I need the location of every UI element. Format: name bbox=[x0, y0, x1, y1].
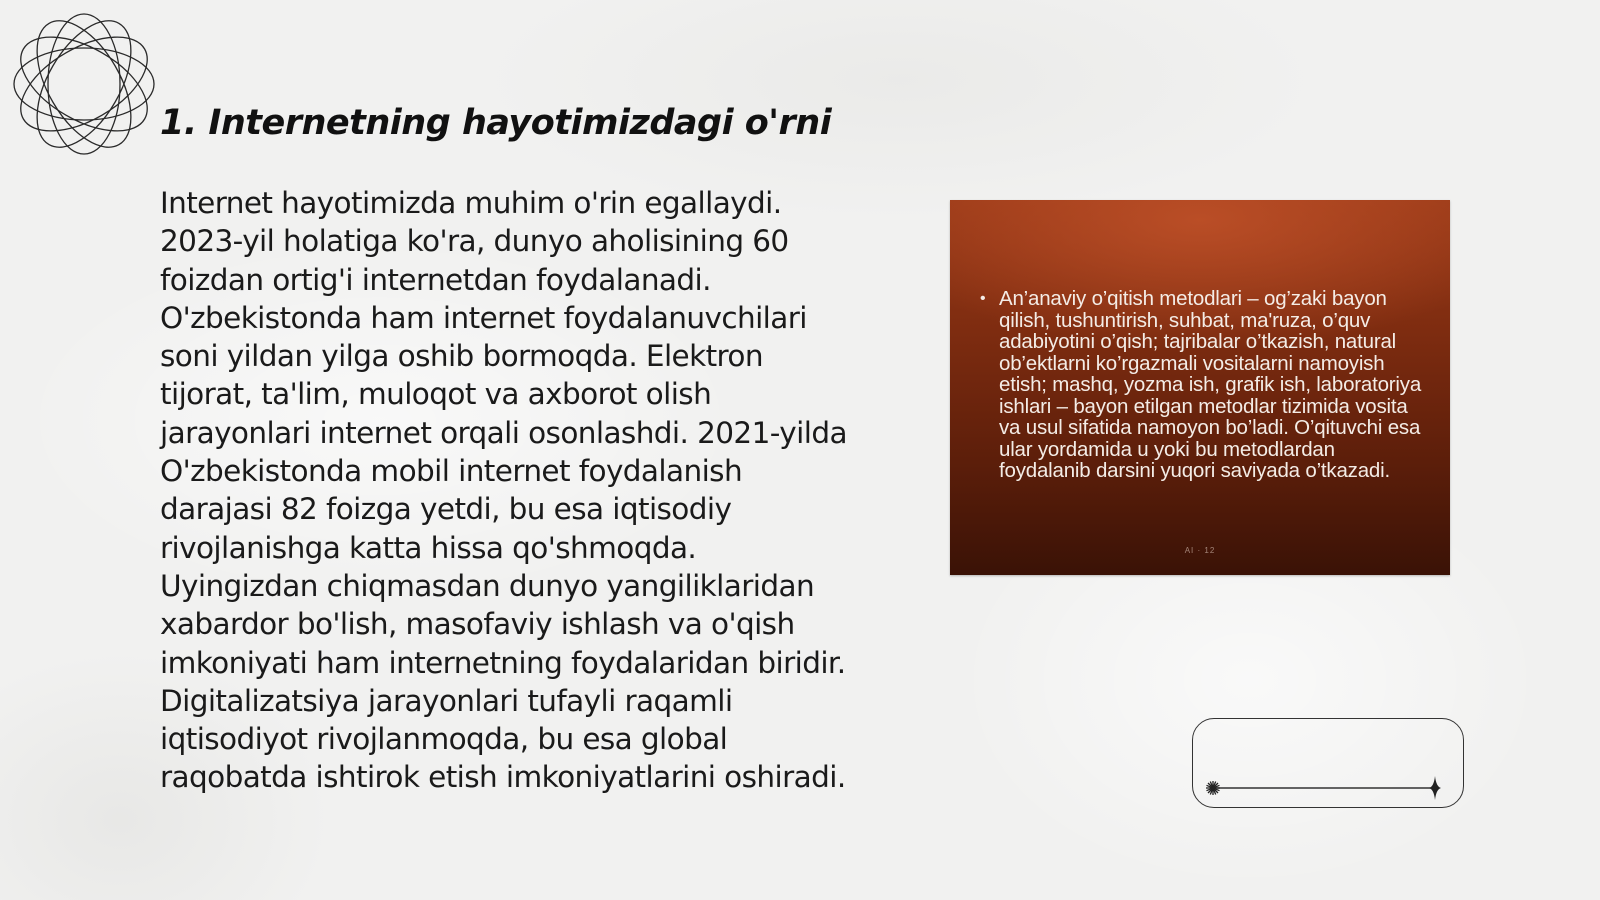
slide-body-text: Internet hayotimizda muhim o'rin egallaydi. 2023-yil holatiga ko'ra, dunyo aholisining 60 foizdan ortig'i internetdan foydalanadi. O'zbekistonda ham internet foydalanuvchilari soni yildan yilga oshib bormoqda. Elektron tijorat, ta'lim, muloqot va axborot olish jarayonlari internet orqali osonlashdi. 2021-yilda O'zbekistonda mobil internet foydalanish darajasi 82 foizga yetdi, bu esa iqtisodiy rivojlanishga katta hissa qo'shmoqda. Uyingizdan chiqmasdan dunyo yangiliklaridan xabardor bo'lish, masofaviy ishlash va o'qish imkoniyati ham internetning foydalaridan biridir. Digitalizatsiya jarayonlari tufayli raqamli iqtisodiyot rivojlanmoqda, bu esa global raqobatda ishtirok etish imkoniyatlarini oshiradi. bbox=[160, 186, 847, 795]
inset-bullet-list bbox=[980, 288, 1425, 482]
starburst-icon bbox=[1206, 781, 1220, 795]
inset-bullet-item: • An’anaviy o’qitish metodlari – og’zaki bayon qilish, tushuntirish, suhbat, ma'ruza, o’quv adabiyotini o’qish; tajribalar o’tkazish, natural ob’ektlarni ko’rgazmali vositalarni namoyish etish; mashq, yozma ish, grafik ish, laboratoriya ishlari – bayon etilgan metodlar tizimida vosita va usul sifatida namoyon bo’ladi. O’qituvchi esa ular yordamida u yoki bu metodlardan foydalanib darsini yuqori saviyada o’tkazadi. bbox=[980, 288, 1425, 482]
sparkle-star-icon bbox=[1429, 776, 1441, 800]
inset-slide-image bbox=[950, 200, 1450, 575]
slide-title: 1. Internetning hayotimizdagi o'rni bbox=[160, 103, 832, 143]
inset-footer-text: AI · 12 bbox=[1184, 546, 1216, 555]
rosette-logo-icon bbox=[10, 10, 158, 158]
decorative-line bbox=[1205, 770, 1445, 800]
